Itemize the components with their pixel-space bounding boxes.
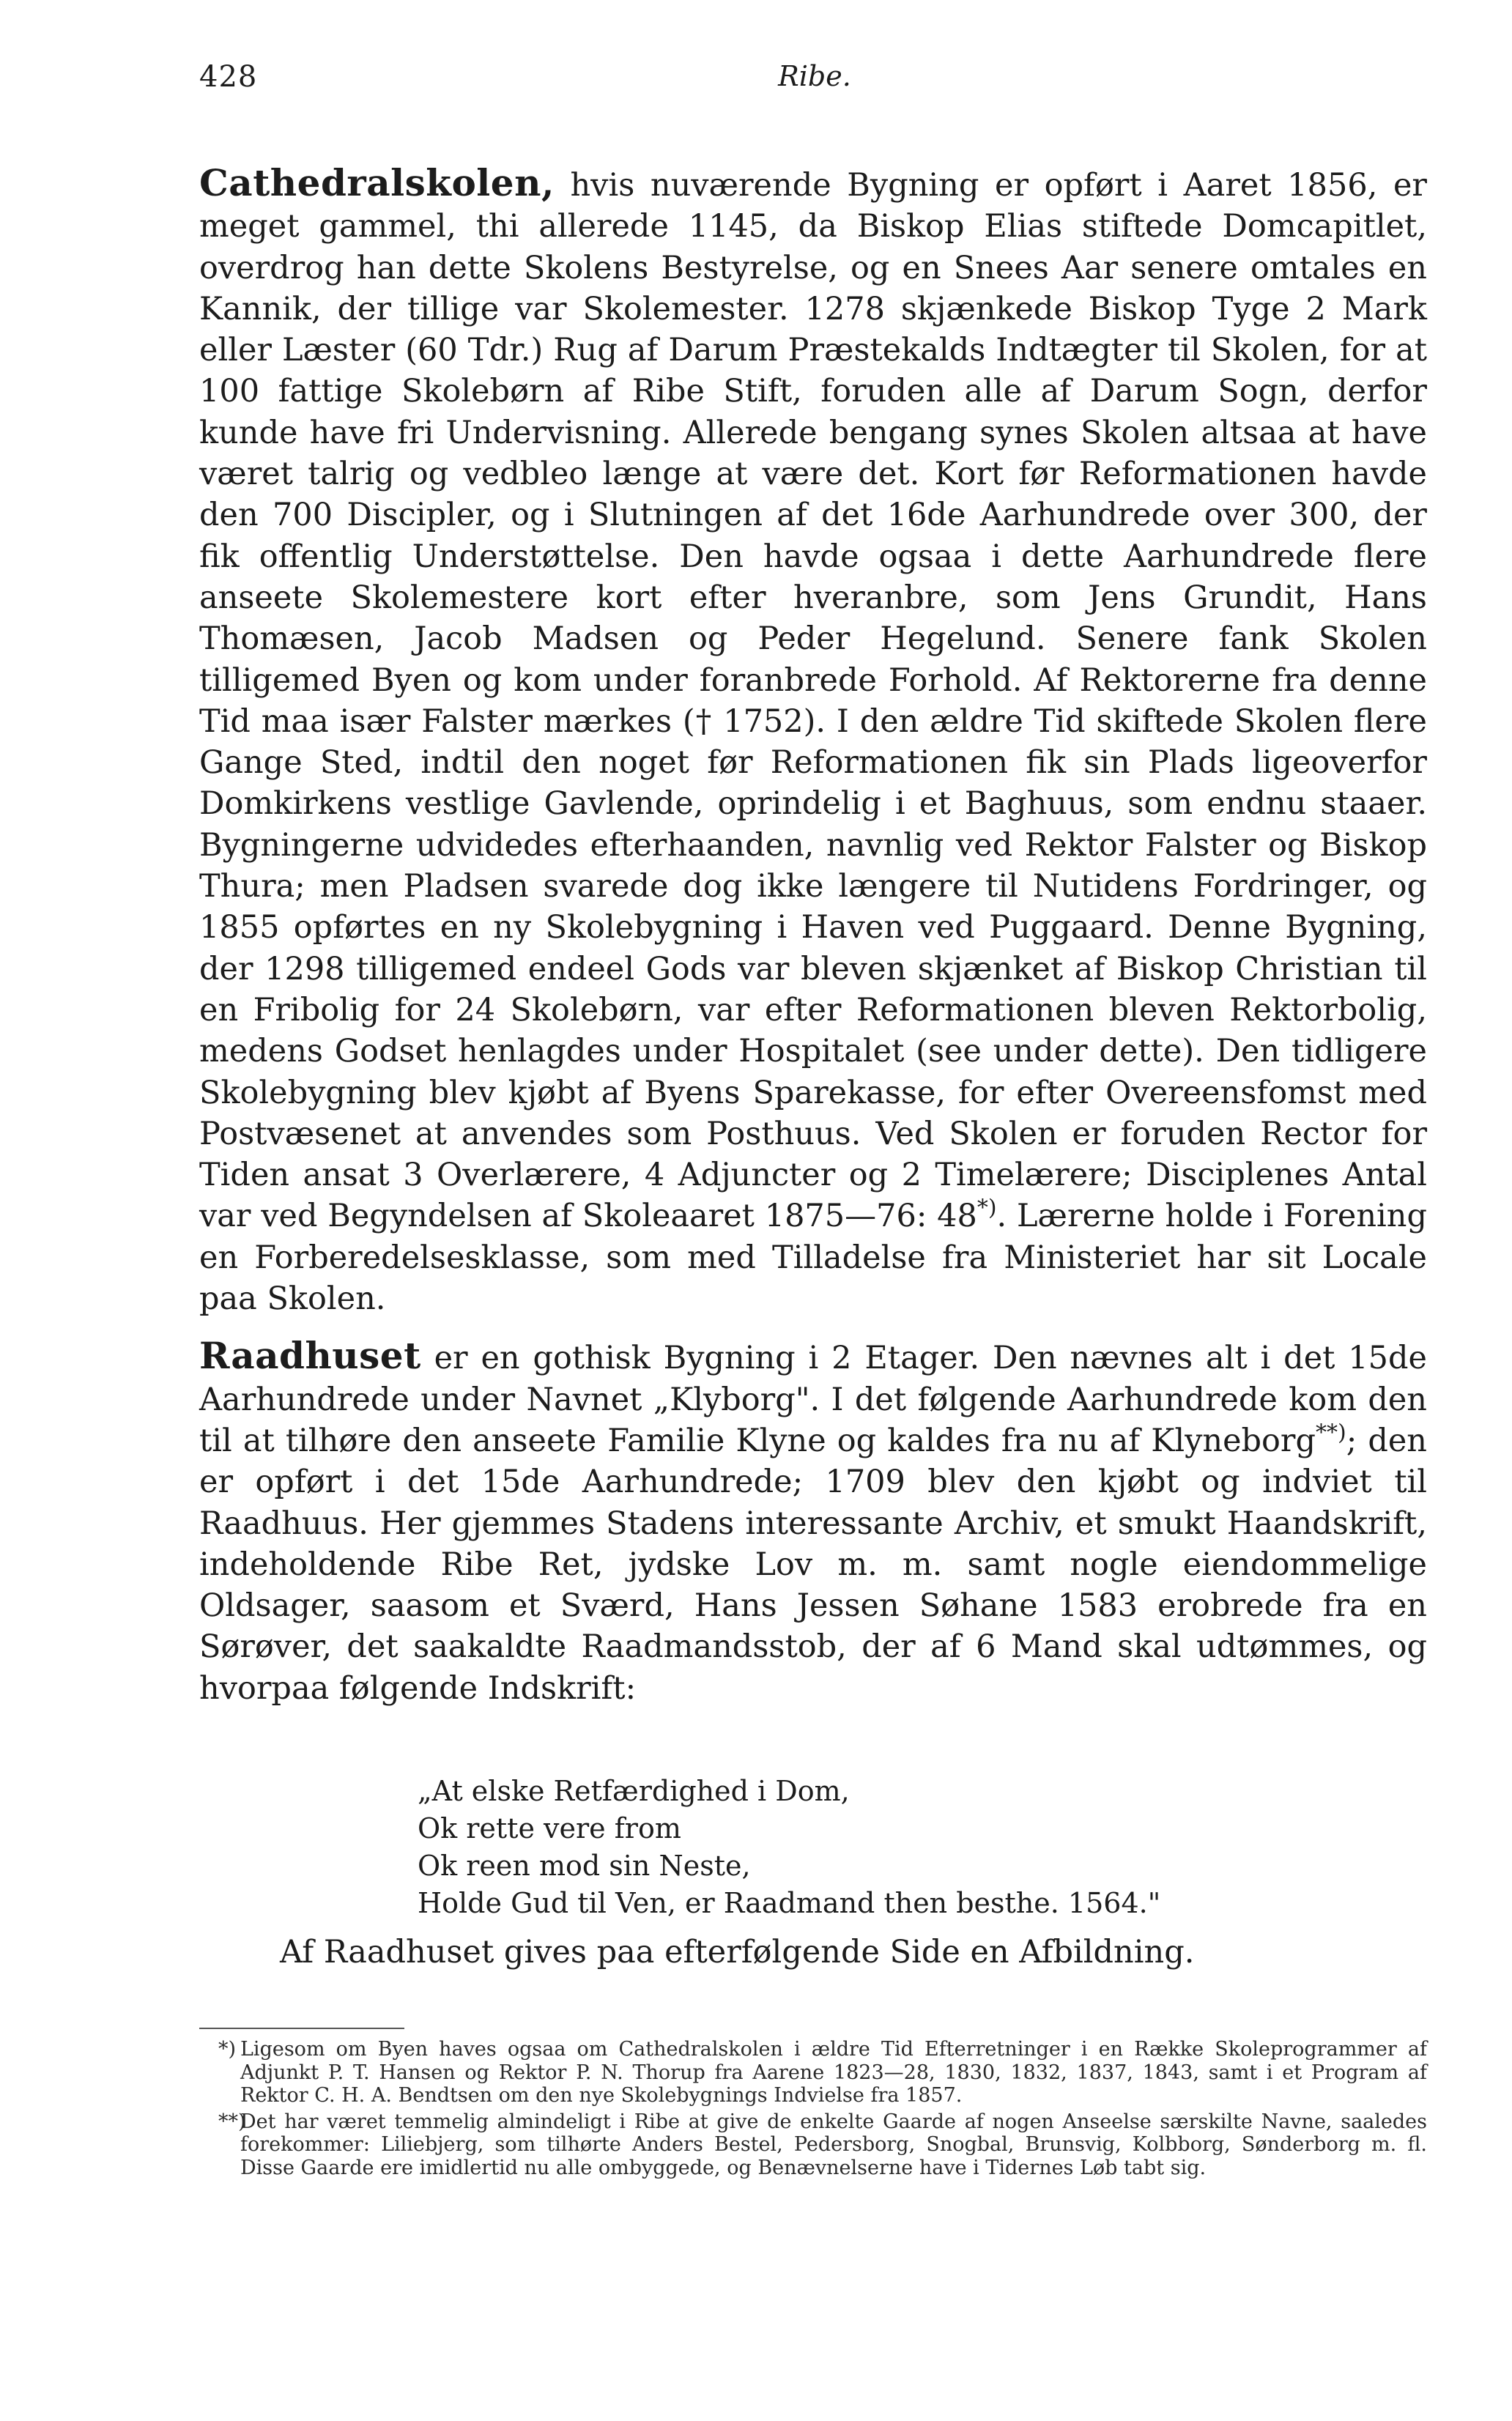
footnote-text: Ligesom om Byen haves ogsaa om Cathedralskolen i ældre Tid Efterretninger i en Række Skoleprogrammer af Adjunkt P. T. Hansen og Rektor P. N. Thorup fra Aarene 1823—28, 1830, 1832, 1837, 1843, samt i et Program af Rektor C. H. A. Bendtsen om den nye Skolebygnings Indvielse fra 1857. [240,2038,1427,2107]
paragraph-text: hvis nuværende Bygning er opført i Aaret 1856, er meget gammel, thi allerede 1145, da Biskop Elias stiftede Domcapitlet, overdrog han dette Skolens Bestyrelse, og en Snees Aar senere omtales en Kannik, der tillige var Skolemester. 1278 skjænkede Biskop Tyge 2 Mark eller Læster (60 Tdr.) Rug af Darum Præstekalds Indtægter til Skolen, for at 100 fattige Skolebørn af Ribe Stift, foruden alle af Darum Sogn, derfor kunde have fri Undervisning. Allerede bengang synes Skolen altsaa at have været talrig og vedbleo længe at være det. Kort før Reformationen havde den 700 Discipler, og i Slutningen af det 16de Aarhundrede over 300, der fik offentlig Understøttelse. Den havde ogsaa i dette Aarhundrede flere anseete Skolemestere kort efter hveranbre, som Jens Grundit, Hans Thomæsen, Jacob Madsen og Peder Hegelund. Senere fank Skolen tilligemed Byen og kom under foranbrede Forhold. Af Rektorerne fra denne Tid maa især Falster mærkes († 1752). I den ældre Tid skiftede Skolen flere Gange Sted, indtil den noget før Reformationen fik sin Plads ligeoverfor Domkirkens vestlige Gavlende, oprindelig i et Baghuus, som endnu staaer. Bygningerne udvidedes efterhaanden, navnlig ved Rektor Falster og Biskop Thura; men Pladsen svarede dog ikke længere til Nutidens Fordringer, og 1855 opførtes en ny Skolebygning i Haven ved Puggaard. Denne Bygning, der 1298 tilligemed endeel Gods var bleven skjænket af Biskop Christian til en Fribolig for 24 Skolebørn, var efter Reformationen bleven Rektorbolig, medens Godset henlagdes under Hospitalet (see under dette). Den tidligere Skolebygning blev kjøbt af Byens Sparekasse, for efter Overeensfomst med Postvæsenet at anvendes som Posthuus. Ved Skolen er foruden Rector for Tiden ansat 3 Overlærere, 4 Adjuncter og 2 Timelærere; Disciplenes Antal var ved Begyndelsen af Skoleaaret 1875—76: 48 [199,167,1427,1235]
inscription-quote [418,1773,1297,1922]
footnotes [199,2038,1427,2182]
paragraph-text: . Lærerne holde i Forening en Forberedelsesklasse, som med Tilladelse fra Ministeriet har sit Locale paa Skolen. [199,1198,1427,1318]
paragraph-cathedral-school [199,163,1427,1319]
illustration-note: Af Raadhuset gives paa efterfølgende Side en Afbildning. [280,1934,1195,1970]
inscription-line: Ok rette vere from [418,1812,681,1845]
footnote-mark: **) [218,2110,246,2133]
footnote-text: Det har været temmelig almindeligt i Ribe at give de enkelte Gaarde af nogen Anseelse særskilte Navne, saaledes forekommer: Liliebjerg, som tilhørte Anders Bestel, Pedersborg, Snogbal, Brunsvig, Kolbborg, Sønderborg m. fl. Disse Gaarde ere imidlertid nu alle ombyggede, og Benævnelserne have i Tidernes Løb tabt sig. [240,2110,1427,2179]
footnote [199,2110,1427,2180]
footnote [199,2038,1427,2107]
paragraph-text: ; den er opført i det 15de Aarhundrede; 1709 blev den kjøbt og indviet til Raadhuus. Her gjemmes Stadens interessante Archiv, et smukt Haandskrift, indeholdende Ribe Ret, jydske Lov m. m. samt nogle eiendommelige Oldsager, saasom et Sværd, Hans Jessen Søhane 1583 erobrede fra en Sørøver, det saakaldte Raadmandsstob, der af 6 Mand skal udtømmes, og hvorpaa følgende Indskrift: [199,1422,1428,1707]
paragraph-town-hall [199,1335,1427,1709]
inscription-line: „At elske Retfærdighed i Dom, [418,1775,850,1807]
footnote-reference: **) [1316,1420,1346,1446]
section-lead-cathedral-school: Cathedralskolen, [199,161,555,204]
footnote-divider [199,2028,404,2029]
footnote-reference: *) [976,1195,997,1222]
body-text [199,163,1427,1709]
inscription-line: Holde Gud til Ven, er Raadmand then besthe. 1564." [418,1887,1161,1919]
running-title: Ribe. [778,60,851,92]
paragraph-text: er en gothisk Bygning i 2 Etager. Den nævnes alt i det 15de Aarhundrede under Navnet „Klyborg". I det følgende Aarhundrede kom den til at tilhøre den anseete Familie Klyne og kaldes fra nu af Klyneborg [199,1340,1427,1459]
section-lead-town-hall: Raadhuset [199,1334,421,1378]
footnote-mark: *) [218,2038,237,2061]
running-head [199,60,1430,97]
inscription-line: Ok reen mod sin Neste, [418,1850,751,1882]
page-number: 428 [199,60,258,94]
